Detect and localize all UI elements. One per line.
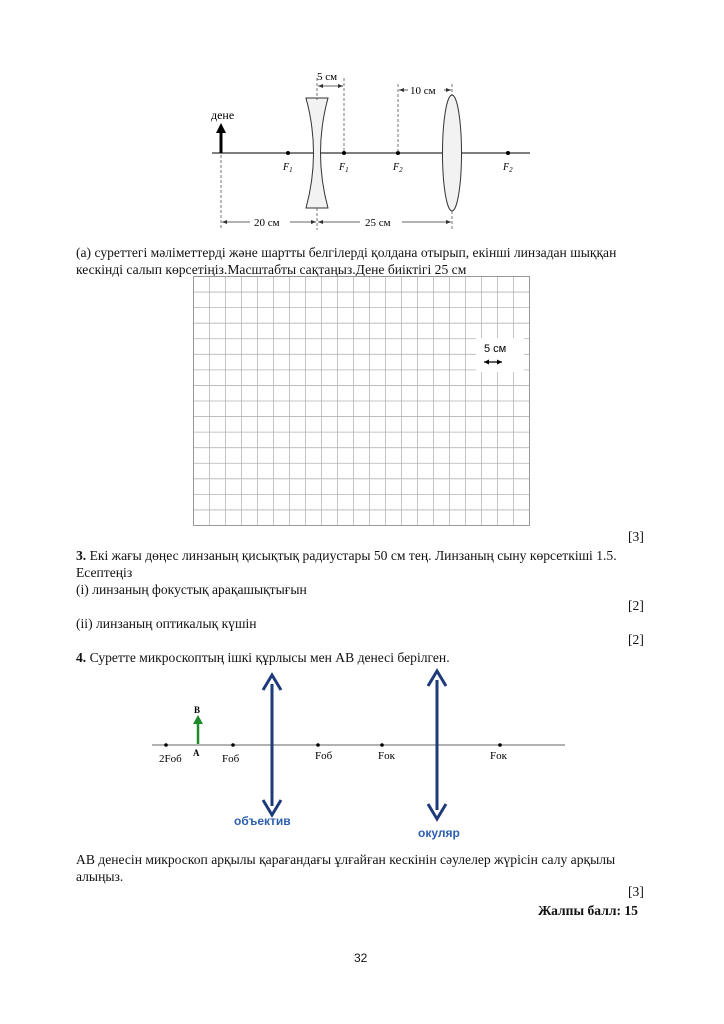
score-a: [3] xyxy=(628,529,644,544)
question-3-number: 3. xyxy=(76,548,87,563)
label-a: A xyxy=(193,748,200,758)
score-3-ii: [2] xyxy=(628,632,644,647)
scale-label: 5 см xyxy=(484,343,507,355)
page-number: 32 xyxy=(354,951,368,965)
score-3-i: [2] xyxy=(628,598,644,613)
question-3-part-i: (i) линзаның фокустық арақашықтығын xyxy=(76,582,307,597)
dim-20cm: 20 см xyxy=(254,217,280,229)
focus-f2-left: $F_2$ xyxy=(393,162,403,174)
microscope-diagram xyxy=(0,660,724,845)
question-4-answer-line2: алыңыз. xyxy=(76,869,124,884)
drawing-grid[interactable] xyxy=(0,270,724,530)
objective-label: объектив xyxy=(234,814,291,828)
eyepiece-label: окуляр xyxy=(418,826,460,840)
question-3-instruction: Есептеңіз xyxy=(76,565,133,580)
total-score: Жалпы балл: 15 xyxy=(538,903,638,918)
label-fob-right: Fоб xyxy=(315,750,333,762)
dim-10cm: 10 см xyxy=(410,85,436,97)
question-4-answer-line1: АВ денесін микроскоп арқылы қарағандағы ұлғайған кескінін сәулелер жүрісін салу арқылы xyxy=(76,852,616,867)
label-fob-left: Fоб xyxy=(222,753,240,765)
question-4-number: 4. xyxy=(76,650,87,665)
label-fok-right: Fок xyxy=(490,750,507,762)
focus-f2-right: $F_2$ xyxy=(503,162,513,174)
question-3-text: Екі жағы дөңес линзаның қисықтық радиустары 50 см тең. Линзаның сыну көрсеткіші 1.5. xyxy=(86,548,617,563)
question-a-line2: кескінді салып көрсетіңіз.Масштабты сақтаңыз.Дене биіктігі 25 см xyxy=(76,262,467,277)
label-fok-left: Fок xyxy=(378,750,395,762)
focus-f1-right: $F_1$ xyxy=(339,162,349,174)
dim-5cm: 5 см xyxy=(317,71,338,83)
two-lens-diagram xyxy=(0,0,724,240)
question-a-line1: (a) суреттегі мәліметтерді және шартты белгілерді қолдана отырып, екінші линзадан шыққан xyxy=(76,245,617,260)
focus-f1-left: $F_1$ xyxy=(283,162,293,174)
question-3 xyxy=(76,547,617,564)
label-b: B xyxy=(194,705,201,715)
label-2fob: 2Fоб xyxy=(159,753,182,765)
converging-lens xyxy=(443,95,462,211)
score-4: [3] xyxy=(628,884,644,899)
object-label: дене xyxy=(211,108,235,122)
question-4-text: Суретте микроскоптың ішкі құрлысы мен АВ денесі берілген. xyxy=(86,650,450,665)
question-3-part-ii: (ii) линзаның оптикалық күшін xyxy=(76,616,257,631)
dim-25cm: 25 см xyxy=(365,217,391,229)
